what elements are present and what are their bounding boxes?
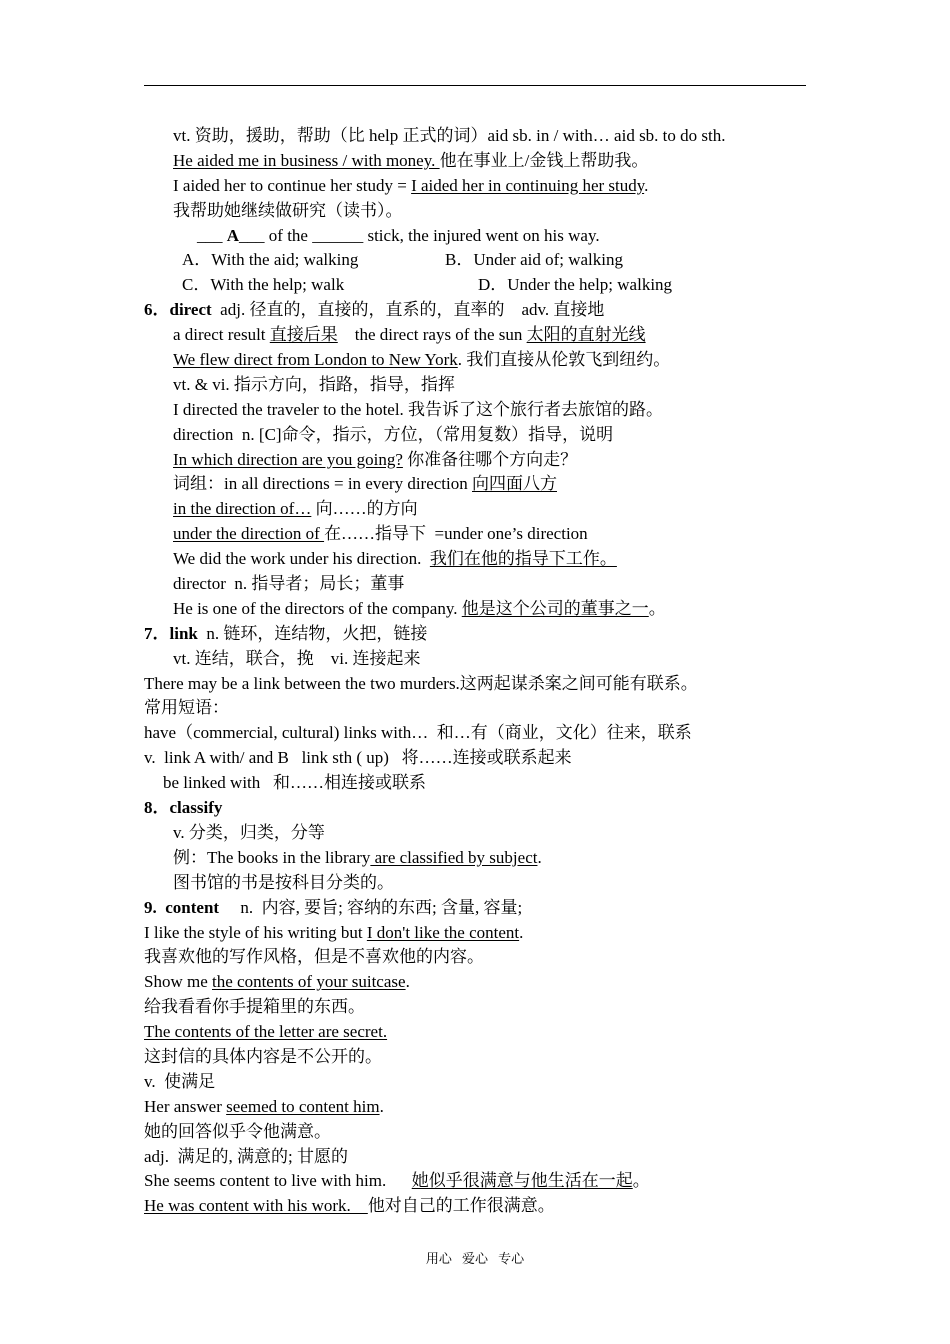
aid-example-2-translation: 我帮助她继续做研究（读书）。 <box>173 200 403 220</box>
option-d: D．Under the help; walking <box>478 275 673 295</box>
link-phrase-1: have（commercial, cultural) links with… 和…有（商业，文化）往来，联系 <box>144 723 692 743</box>
link-phrases-heading: 常用短语： <box>144 698 229 718</box>
direct-verb-def: vt. & vi. 指示方向，指路，指导，指挥 <box>173 374 455 394</box>
document-body <box>144 124 824 1219</box>
link-word: link <box>169 623 198 643</box>
direction-example-2: We did the work under his direction. 我们在他的指导下工作。 <box>173 549 617 569</box>
director-example: He is one of the directors of the company. 他是这个公司的董事之一。 <box>173 598 666 618</box>
content-example-4-translation: 她的回答似乎令他满意。 <box>144 1121 331 1141</box>
content-example-2: Show me the contents of your suitcase. <box>144 972 410 992</box>
direct-example-2: We flew direct from London to New York. 我们直接从伦敦飞到纽约。 <box>173 350 671 370</box>
direction-phrase-3: under the direction of 在……指导下 =under one’s direction <box>173 524 588 544</box>
content-word: content <box>165 897 220 917</box>
content-example-3: The contents of the letter are secret. <box>144 1022 388 1042</box>
content-example-2-translation: 给我看看你手提箱里的东西。 <box>144 997 365 1017</box>
option-c: C．With the help; walk <box>182 275 345 295</box>
classify-word: classify <box>169 798 223 818</box>
director-def: director n. 指导者；局长；董事 <box>173 574 405 594</box>
classify-example-translation: 图书馆的书是按科目分类的。 <box>173 872 394 892</box>
content-example-1-translation: 我喜欢他的写作风格，但是不喜欢他的内容。 <box>144 947 484 967</box>
content-example-6: He was content with his work. 他对自己的工作很满意。 <box>144 1196 555 1216</box>
link-verb-def: vt. 连结，联合，挽 vi. 连接起来 <box>173 648 421 668</box>
direct-example-3: I directed the traveler to the hotel. 我告诉了这个旅行者去旅馆的路。 <box>173 399 664 419</box>
aid-example-1: He aided me in business / with money. 他在事业上/金钱上帮助我。 <box>173 150 649 170</box>
direction-phrase-1: 词组：in all directions = in every direction 向四面八方 <box>173 474 557 494</box>
direct-heading: 6．direct adj. 径直的，直接的，直系的，直率的 adv. 直接地 <box>144 300 605 320</box>
link-example: There may be a link between the two murders.这两起谋杀案之间可能有联系。 <box>144 673 698 693</box>
link-phrase-3: be linked with 和……相连接或联系 <box>163 773 427 793</box>
link-heading: 7．link n. 链环，连结物，火把，链接 <box>144 623 428 643</box>
aid-options-row-2 <box>144 273 824 298</box>
aid-example-2: I aided her to continue her study = I aided her in continuing her study. <box>173 175 649 195</box>
classify-heading: 8．classify <box>144 798 223 818</box>
direction-def: direction n. [C]命令，指示，方位，（常用复数）指导，说明 <box>173 424 614 444</box>
link-phrase-2: v. link A with/ and B link sth ( up) 将……连接或联系起来 <box>144 748 572 768</box>
content-example-5: She seems content to live with him. 她似乎很满意与他生活在一起。 <box>144 1171 650 1191</box>
direction-phrase-2: in the direction of… 向……的方向 <box>173 499 418 519</box>
option-b: B．Under aid of; walking <box>445 250 623 270</box>
aid-definition: vt. 资助，援助，帮助（比 help 正式的词）aid sb. in / with… aid sb. to do sth. <box>173 126 726 145</box>
option-a: A．With the aid; walking <box>182 250 359 270</box>
content-example-1: I like the style of his writing but I don't like the content. <box>144 922 524 942</box>
content-example-3-translation: 这封信的具体内容是不公开的。 <box>144 1046 382 1066</box>
direct-word: direct <box>169 300 212 320</box>
direct-example-1: a direct result 直接后果 the direct rays of the sun 太阳的直射光线 <box>173 325 646 345</box>
content-heading: 9. content n. 内容, 要旨; 容纳的东西; 含量, 容量; <box>144 897 523 917</box>
content-example-4: Her answer seemed to content him. <box>144 1096 384 1116</box>
page-footer: 用心 爱心 专心 <box>425 1252 525 1267</box>
classify-example: 例：The books in the library are classified by subject. <box>173 847 542 867</box>
aid-options-row-1 <box>144 248 824 273</box>
direction-example: In which direction are you going? 你准备往哪个方向走？ <box>173 449 578 469</box>
content-verb-def: v. 使满足 <box>144 1071 216 1091</box>
aid-answer: A <box>226 225 240 245</box>
header-rule <box>144 85 806 86</box>
classify-def: v. 分类，归类，分等 <box>173 822 325 842</box>
content-adj-def: adj. 满足的, 满意的; 甘愿的 <box>144 1146 348 1166</box>
aid-question: ___ A___ of the ______ stick, the injured went on his way. <box>197 225 600 245</box>
